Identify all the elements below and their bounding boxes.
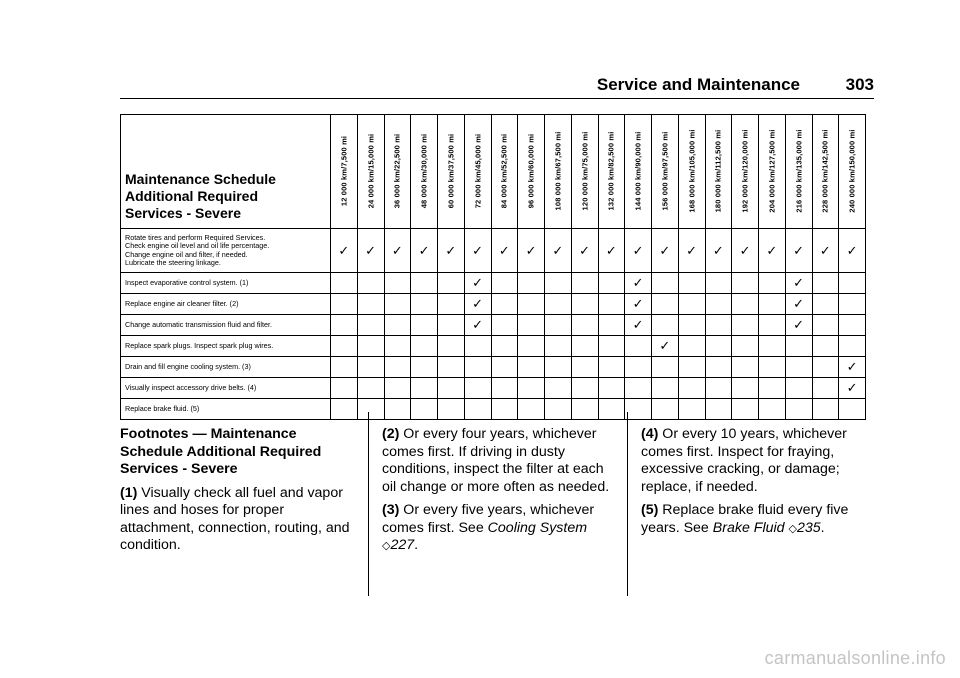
schedule-cell (384, 229, 411, 273)
schedule-cell (732, 357, 759, 378)
schedule-cell (678, 315, 705, 336)
schedule-cell (571, 357, 598, 378)
schedule-cell (732, 294, 759, 315)
service-row (121, 229, 866, 273)
schedule-cell (464, 357, 491, 378)
interval-header (732, 115, 759, 229)
schedule-cell (625, 294, 652, 315)
service-description (121, 273, 331, 294)
schedule-cell (491, 229, 518, 273)
checkmark-icon: ✓ (712, 242, 724, 258)
interval-header (571, 115, 598, 229)
interval-label: 168 000 km/105,000 mi (687, 129, 697, 213)
schedule-cell (625, 315, 652, 336)
schedule-cell (652, 399, 679, 420)
schedule-cell (759, 357, 786, 378)
schedule-cell (438, 315, 465, 336)
schedule-cell (545, 378, 572, 399)
service-description (121, 336, 331, 357)
schedule-cell (438, 229, 465, 273)
checkmark-icon: ✓ (579, 242, 591, 258)
schedule-cell (839, 378, 866, 399)
interval-header (491, 115, 518, 229)
schedule-cell (705, 229, 732, 273)
footnote-1 (120, 485, 352, 555)
checkmark-icon: ✓ (338, 242, 350, 258)
schedule-cell (464, 336, 491, 357)
footnote-number: (5) (641, 502, 659, 518)
schedule-cell (785, 378, 812, 399)
schedule-cell (464, 294, 491, 315)
interval-label: 36 000 km/22,500 mi (392, 133, 402, 209)
footnote-tail: . (820, 519, 825, 536)
footnotes-column-2 (382, 426, 616, 562)
schedule-cell (705, 294, 732, 315)
schedule-cell (705, 399, 732, 420)
schedule-cell (652, 315, 679, 336)
schedule-cell (785, 229, 812, 273)
interval-label: 24 000 km/15,000 mi (366, 133, 376, 209)
footnote-text: Or every five years, whichever comes first. See (382, 502, 595, 536)
schedule-cell (732, 229, 759, 273)
checkmark-icon: ✓ (659, 242, 671, 258)
schedule-cell (785, 336, 812, 357)
schedule-cell (678, 273, 705, 294)
checkmark-icon: ✓ (365, 242, 377, 258)
schedule-cell (545, 294, 572, 315)
interval-label: 108 000 km/67,500 mi (553, 131, 563, 211)
schedule-cell (598, 273, 625, 294)
footnote-4 (641, 426, 881, 496)
schedule-cell (518, 336, 545, 357)
service-row (121, 336, 866, 357)
interval-header (678, 115, 705, 229)
schedule-cell (785, 273, 812, 294)
section-title: Service and Maintenance (596, 75, 800, 94)
schedule-cell (357, 357, 384, 378)
schedule-cell (625, 378, 652, 399)
schedule-cell (839, 357, 866, 378)
schedule-title-line: Services - Severe (125, 205, 241, 221)
interval-header (625, 115, 652, 229)
schedule-cell (411, 336, 438, 357)
service-description (121, 229, 331, 273)
interval-label: 60 000 km/37,500 mi (446, 133, 456, 209)
schedule-cell (732, 399, 759, 420)
schedule-cell (652, 378, 679, 399)
schedule-cell (571, 315, 598, 336)
interval-label: 48 000 km/30,000 mi (419, 133, 429, 209)
checkmark-icon: ✓ (498, 242, 510, 258)
interval-header (759, 115, 786, 229)
schedule-cell (491, 357, 518, 378)
schedule-cell (812, 229, 839, 273)
schedule-cell (759, 336, 786, 357)
schedule-cell (438, 357, 465, 378)
schedule-cell (518, 378, 545, 399)
schedule-cell (331, 357, 358, 378)
schedule-cell (705, 315, 732, 336)
schedule-cell (839, 229, 866, 273)
interval-header (357, 115, 384, 229)
schedule-cell (464, 399, 491, 420)
schedule-cell (411, 399, 438, 420)
schedule-cell (518, 273, 545, 294)
schedule-cell (438, 336, 465, 357)
schedule-cell (491, 399, 518, 420)
schedule-cell (759, 378, 786, 399)
schedule-cell (384, 273, 411, 294)
schedule-cell (598, 378, 625, 399)
schedule-cell (331, 229, 358, 273)
interval-label: 204 000 km/127,500 mi (767, 129, 777, 213)
interval-header (785, 115, 812, 229)
interval-label: 180 000 km/112,500 mi (713, 129, 723, 213)
schedule-cell (491, 336, 518, 357)
schedule-cell (678, 357, 705, 378)
reference-arrow-icon: ◇ (788, 522, 797, 535)
footnotes-column-1 (120, 426, 352, 561)
footnote-number: (3) (382, 502, 400, 518)
schedule-cell (411, 229, 438, 273)
service-row (121, 357, 866, 378)
schedule-cell (759, 399, 786, 420)
reference-arrow-icon: ◇ (382, 540, 391, 552)
schedule-cell (518, 399, 545, 420)
interval-header (411, 115, 438, 229)
schedule-cell (411, 378, 438, 399)
schedule-cell (625, 399, 652, 420)
schedule-cell (384, 399, 411, 420)
interval-header (598, 115, 625, 229)
service-line: Change automatic transmission fluid and filter. (125, 319, 273, 329)
schedule-cell (438, 294, 465, 315)
checkmark-icon: ✓ (391, 242, 403, 258)
interval-label: 192 000 km/120,000 mi (740, 129, 750, 213)
footnote-tail: . (414, 537, 419, 553)
service-row (121, 273, 866, 294)
service-line: Rotate tires and perform Required Services. (125, 232, 266, 242)
interval-header (812, 115, 839, 229)
column-divider (368, 412, 369, 596)
checkmark-icon: ✓ (445, 242, 457, 258)
schedule-cell (384, 336, 411, 357)
checkmark-icon: ✓ (472, 242, 484, 258)
schedule-cell (812, 273, 839, 294)
schedule-cell (705, 273, 732, 294)
schedule-cell (571, 378, 598, 399)
schedule-cell (812, 399, 839, 420)
schedule-cell (571, 294, 598, 315)
schedule-cell (625, 273, 652, 294)
schedule-cell (357, 315, 384, 336)
interval-label: 216 000 km/135,000 mi (794, 129, 804, 213)
schedule-cell (839, 336, 866, 357)
schedule-cell (785, 357, 812, 378)
interval-header (652, 115, 679, 229)
schedule-cell (839, 399, 866, 420)
interval-label: 156 000 km/97,500 mi (660, 131, 670, 211)
checkmark-icon: ✓ (472, 296, 484, 311)
interval-header (545, 115, 572, 229)
checkmark-icon: ✓ (632, 275, 644, 290)
schedule-cell (732, 336, 759, 357)
schedule-cell (785, 294, 812, 315)
schedule-title-line: Maintenance Schedule (125, 171, 276, 187)
schedule-cell (438, 399, 465, 420)
schedule-cell (545, 229, 572, 273)
interval-label: 132 000 km/82,500 mi (606, 131, 616, 211)
schedule-cell (384, 315, 411, 336)
interval-header (839, 115, 866, 229)
schedule-cell (438, 378, 465, 399)
schedule-cell (678, 378, 705, 399)
service-row (121, 315, 866, 336)
footnote-3 (382, 502, 616, 556)
schedule-title-line: Additional Required (125, 188, 258, 204)
interval-header (518, 115, 545, 229)
checkmark-icon: ✓ (632, 296, 644, 311)
schedule-cell (357, 336, 384, 357)
schedule-title (121, 115, 331, 229)
schedule-cell (652, 229, 679, 273)
schedule-cell (357, 399, 384, 420)
interval-label: 72 000 km/45,000 mi (473, 133, 483, 209)
schedule-cell (571, 229, 598, 273)
service-row (121, 294, 866, 315)
schedule-cell (331, 336, 358, 357)
schedule-cell (331, 273, 358, 294)
interval-label: 228 000 km/142,500 mi (820, 129, 830, 213)
service-line: Drain and fill engine cooling system. (3) (125, 361, 251, 371)
schedule-cell (384, 378, 411, 399)
checkmark-icon: ✓ (846, 380, 858, 395)
checkmark-icon: ✓ (525, 242, 537, 258)
schedule-cell (464, 378, 491, 399)
schedule-header-row (121, 115, 866, 229)
interval-label: 12 000 km/7,500 mi (339, 135, 349, 207)
footnote-number: (2) (382, 426, 400, 442)
checkmark-icon: ✓ (793, 242, 805, 258)
reference-page-link[interactable]: 227 (390, 537, 415, 553)
checkmark-icon: ✓ (739, 242, 751, 258)
schedule-cell (625, 336, 652, 357)
service-row (121, 378, 866, 399)
schedule-cell (357, 378, 384, 399)
schedule-cell (491, 294, 518, 315)
schedule-cell (331, 315, 358, 336)
schedule-cell (652, 336, 679, 357)
schedule-cell (705, 336, 732, 357)
checkmark-icon: ✓ (632, 317, 644, 332)
service-line: Replace engine air cleaner filter. (2) (125, 298, 239, 308)
footnote-text: Replace brake fluid every five years. See (641, 502, 849, 536)
checkmark-icon: ✓ (472, 317, 484, 332)
schedule-cell (625, 357, 652, 378)
page-number: 303 (845, 75, 874, 94)
schedule-cell (384, 294, 411, 315)
checkmark-icon: ✓ (605, 242, 617, 258)
interval-label: 120 000 km/75,000 mi (580, 131, 590, 211)
service-line: Lubricate the steering linkage. (125, 257, 221, 267)
service-line: Replace brake fluid. (5) (125, 403, 200, 413)
checkmark-icon: ✓ (552, 242, 564, 258)
schedule-cell (759, 229, 786, 273)
schedule-cell (518, 315, 545, 336)
checkmark-icon: ✓ (686, 242, 698, 258)
schedule-cell (357, 294, 384, 315)
service-line: Inspect evaporative control system. (1) (125, 277, 249, 287)
service-description (121, 378, 331, 399)
schedule-cell (545, 273, 572, 294)
interval-label: 96 000 km/60,000 mi (526, 133, 536, 209)
schedule-cell (464, 229, 491, 273)
footnotes-column-3 (641, 426, 881, 544)
schedule-cell (652, 357, 679, 378)
schedule-cell (785, 315, 812, 336)
schedule-cell (785, 399, 812, 420)
schedule-cell (464, 315, 491, 336)
watermark: carmanualsonline.info (764, 648, 946, 668)
schedule-cell (384, 357, 411, 378)
schedule-cell (678, 229, 705, 273)
footnote-number: (4) (641, 426, 659, 442)
footnote-5 (641, 502, 881, 538)
checkmark-icon: ✓ (793, 275, 805, 290)
footnotes-title: Footnotes — Maintenance Schedule Additional Required Services - Severe (120, 426, 322, 477)
service-description (121, 294, 331, 315)
cross-reference-link[interactable]: Brake Fluid (712, 519, 785, 536)
interval-label: 144 000 km/90,000 mi (633, 131, 643, 211)
footnote-number: (1) (120, 484, 138, 501)
schedule-cell (598, 294, 625, 315)
schedule-cell (812, 378, 839, 399)
interval-header (464, 115, 491, 229)
schedule-cell (545, 399, 572, 420)
interval-header (438, 115, 465, 229)
footnote-text: Or every four years, whichever comes first. If driving in dusty conditions, inspect the filter at each oil change or more often as needed. (382, 426, 610, 495)
service-line: Replace spark plugs. Inspect spark plug wires. (125, 340, 274, 350)
schedule-cell (357, 229, 384, 273)
schedule-cell (812, 357, 839, 378)
interval-label: 240 000 km/150,000 mi (847, 129, 857, 213)
schedule-cell (678, 294, 705, 315)
schedule-cell (812, 336, 839, 357)
schedule-cell (464, 273, 491, 294)
schedule-cell (598, 336, 625, 357)
schedule-cell (438, 273, 465, 294)
reference-page-link[interactable]: 235 (796, 519, 821, 536)
schedule-cell (411, 294, 438, 315)
service-row (121, 399, 866, 420)
column-divider (627, 412, 628, 596)
schedule-cell (411, 273, 438, 294)
checkmark-icon: ✓ (418, 242, 430, 258)
schedule-cell (545, 336, 572, 357)
schedule-cell (812, 315, 839, 336)
schedule-cell (732, 315, 759, 336)
page-header (0, 0, 960, 110)
schedule-cell (571, 336, 598, 357)
footnote-text: Visually check all fuel and vapor lines and hoses for proper attachment, connection, routing, and condition. (120, 484, 350, 553)
schedule-cell (705, 357, 732, 378)
schedule-cell (331, 399, 358, 420)
schedule-cell (625, 229, 652, 273)
maintenance-schedule-table (120, 114, 866, 420)
checkmark-icon: ✓ (659, 338, 671, 353)
schedule-cell (331, 378, 358, 399)
footnote-2 (382, 426, 616, 496)
schedule-cell (678, 399, 705, 420)
schedule-cell (598, 357, 625, 378)
header-rule (120, 98, 874, 99)
checkmark-icon: ✓ (766, 242, 778, 258)
checkmark-icon: ✓ (793, 296, 805, 311)
cross-reference-link[interactable]: Cooling System (487, 519, 588, 536)
schedule-cell (678, 336, 705, 357)
service-description (121, 399, 331, 420)
schedule-cell (518, 294, 545, 315)
checkmark-icon: ✓ (793, 317, 805, 332)
interval-header (331, 115, 358, 229)
service-description (121, 315, 331, 336)
schedule-cell (839, 294, 866, 315)
schedule-cell (598, 399, 625, 420)
schedule-cell (705, 378, 732, 399)
schedule-cell (839, 315, 866, 336)
schedule-cell (759, 294, 786, 315)
schedule-cell (491, 273, 518, 294)
footnote-text: Or every 10 years, whichever comes first. Inspect for fraying, excessive cracking, or damage; replace, if needed. (641, 426, 847, 495)
schedule-cell (652, 273, 679, 294)
schedule-cell (357, 273, 384, 294)
checkmark-icon: ✓ (819, 242, 831, 258)
checkmark-icon: ✓ (472, 275, 484, 290)
checkmark-icon: ✓ (632, 242, 644, 258)
schedule-cell (839, 273, 866, 294)
service-line: Change engine oil and filter, if needed. (125, 249, 248, 259)
schedule-cell (652, 294, 679, 315)
service-line: Check engine oil level and oil life percentage. (125, 241, 270, 251)
schedule-cell (491, 378, 518, 399)
service-line: Visually inspect accessory drive belts. (4) (125, 382, 257, 392)
schedule-cell (545, 357, 572, 378)
schedule-cell (759, 315, 786, 336)
schedule-cell (571, 399, 598, 420)
schedule-cell (518, 229, 545, 273)
interval-header (705, 115, 732, 229)
interval-label: 84 000 km/52,500 mi (499, 133, 509, 209)
schedule-cell (812, 294, 839, 315)
schedule-cell (331, 294, 358, 315)
schedule-cell (759, 273, 786, 294)
schedule-cell (411, 357, 438, 378)
schedule-cell (411, 315, 438, 336)
schedule-cell (545, 315, 572, 336)
checkmark-icon: ✓ (846, 242, 858, 258)
schedule-cell (491, 315, 518, 336)
schedule-cell (598, 229, 625, 273)
schedule-cell (732, 273, 759, 294)
service-description (121, 357, 331, 378)
schedule-cell (598, 315, 625, 336)
schedule-cell (518, 357, 545, 378)
schedule-cell (732, 378, 759, 399)
interval-header (384, 115, 411, 229)
checkmark-icon: ✓ (846, 359, 858, 374)
schedule-cell (571, 273, 598, 294)
